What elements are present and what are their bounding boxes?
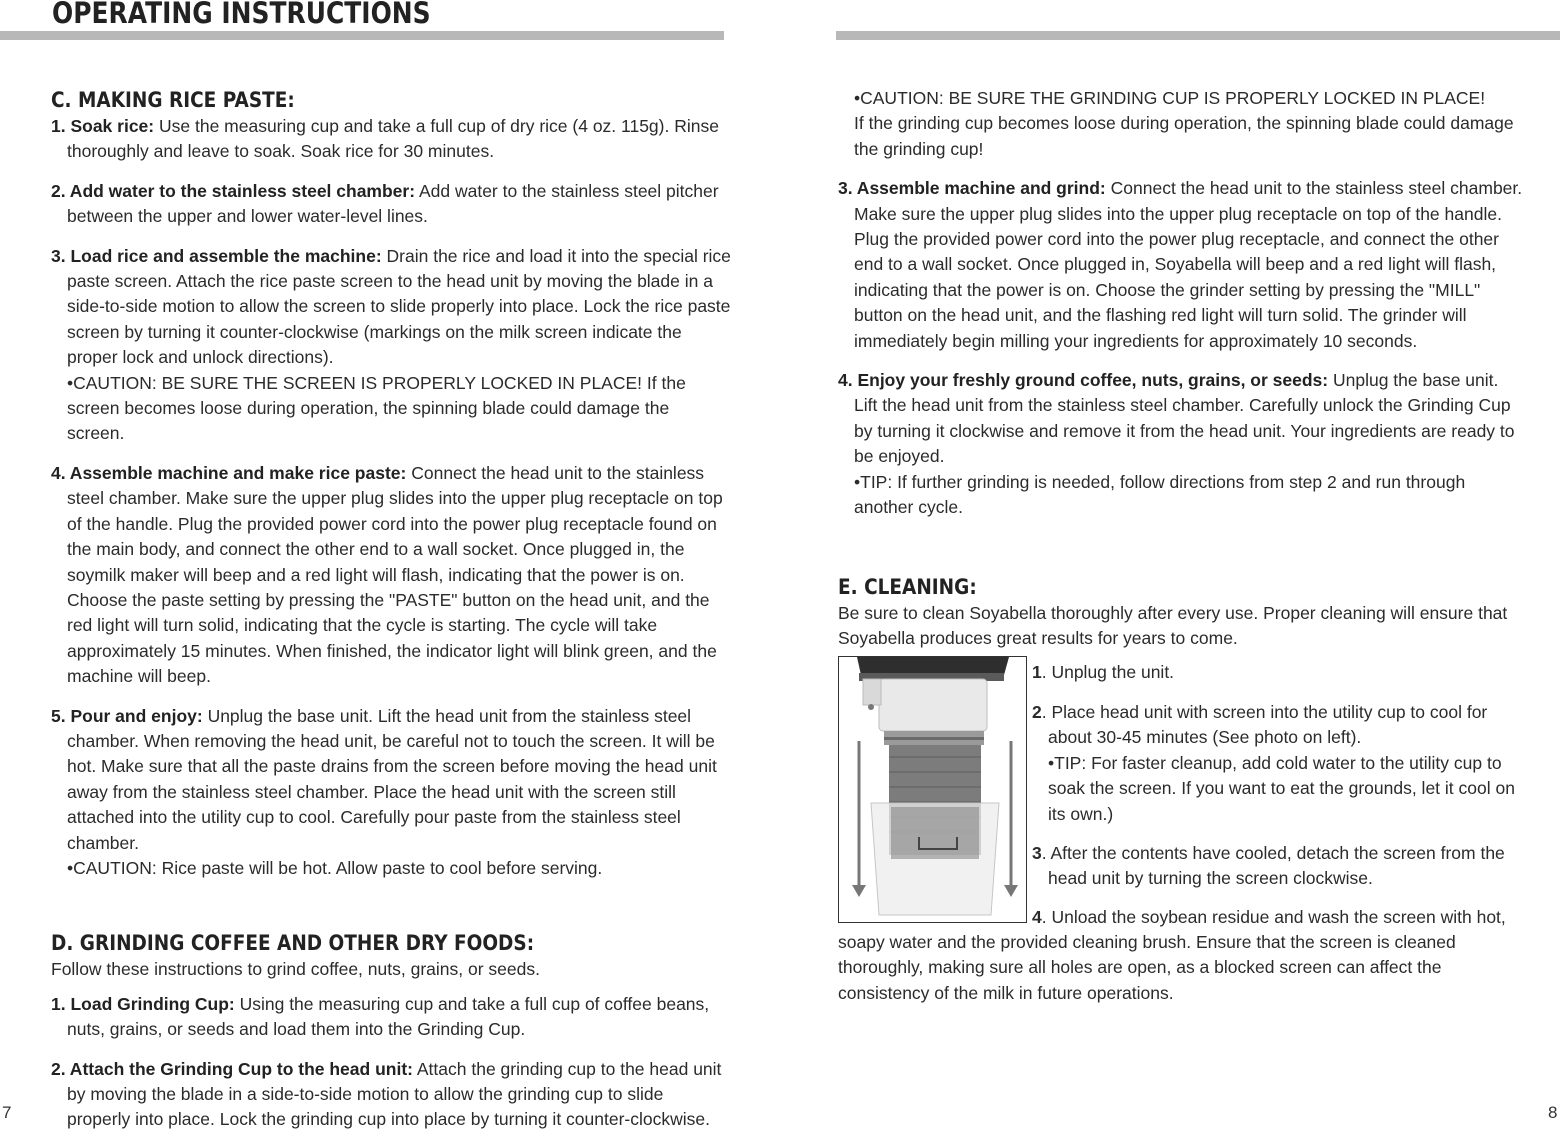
- cleaning-photo: [838, 656, 1027, 923]
- grind-step-2: [51, 1057, 731, 1133]
- caution-line: •CAUTION: BE SURE THE GRINDING CUP IS PROPERLY LOCKED IN PLACE!: [854, 88, 1486, 108]
- section-d-intro: Follow these instructions to grind coffee, nuts, grains, or seeds.: [51, 959, 540, 980]
- step-text: . Unplug the unit.: [1041, 662, 1175, 682]
- page-number-left: 7: [2, 1103, 12, 1122]
- caution-note: •CAUTION: Rice paste will be hot. Allow paste to cool before serving.: [67, 857, 603, 878]
- cleaning-step-4: [1032, 905, 1522, 930]
- step-text: . After the contents have cooled, detach the screen from the head unit by turning the screen clockwise.: [1041, 843, 1505, 889]
- right-column: [838, 86, 1523, 665]
- rice-step-1: [51, 114, 731, 165]
- rice-step-4: [51, 461, 731, 690]
- head-unit-in-cup-illustration: [839, 657, 1026, 922]
- step-text: Connect the head unit to the stainless steel chamber. Make sure the upper plug slides into the upper plug receptacle on top of the handle. Plug the provided power cord into the power plug receptacle found on the main body, and connect the other end to a wall socket. Once plugged in, the soymilk maker will beep and a red light will flash, indicating that the power is on. Choose the paste setting by pressing the "PASTE" button on the head unit, and the red light will turn solid, indicating that the cycle is starting. The cycle will take approximately 15 minutes. When finished, the indicator light will blink green, and the machine will beep.: [67, 462, 723, 687]
- cleaning-step-4-continuation: soapy water and the provided cleaning brush. Ensure that the screen is cleaned thoroughly, making sure all holes are open, as a blocked screen can affect the consistency of the milk in future operations.: [838, 932, 1456, 1003]
- section-e-intro: Be sure to clean Soyabella thoroughly after every use. Proper cleaning will ensure that Soyabella produces great results for years to come.: [838, 602, 1508, 648]
- step-label: 4. Enjoy your freshly ground coffee, nuts, grains, or seeds:: [838, 370, 1329, 391]
- step-text: Connect the head unit to the stainless steel chamber. Make sure the upper plug slides into the upper plug receptacle on top of the handle. Plug the provided power cord into the power plug receptacle, and connect the other end to a wall socket. Once plugged in, Soyabella will beep and a red light will flash, indicating that the power is on. Choose the grinder setting by pressing the "MILL" button on the head unit, and the flashing red light will turn solid. The grinder will immediately begin milling your ingredients for approximately 10 seconds.: [854, 178, 1523, 351]
- step-text: Use the measuring cup and take a full cup of dry rice (4 oz. 115g). Rinse thoroughly and leave to soak. Soak rice for 30 minutes.: [67, 116, 719, 162]
- step-label: 2. Add water to the stainless steel chamber:: [51, 180, 416, 201]
- step-label: 1. Soak rice:: [51, 116, 155, 136]
- rice-step-3: [51, 244, 731, 447]
- step-label: 3. Load rice and assemble the machine:: [51, 245, 382, 266]
- grind-step-3: [838, 176, 1523, 354]
- grind-step-1: [51, 992, 731, 1043]
- step-text: Unplug the base unit. Lift the head unit from the stainless steel chamber. Carefully unlock the Grinding Cup by turning it clockwise and remove it from the head unit. Your ingredients are ready to be enjoyed.: [854, 370, 1515, 467]
- page-number-right: 8: [1548, 1103, 1558, 1122]
- left-column: [51, 86, 731, 1147]
- step-text: Add water to the stainless steel pitcher between the upper and lower water-level lines.: [67, 180, 719, 227]
- section-c-heading: C. MAKING RICE PASTE:: [51, 88, 295, 112]
- grinding-cup-caution: [838, 86, 1523, 162]
- page-title: OPERATING INSTRUCTIONS: [52, 0, 431, 30]
- step-label: 5. Pour and enjoy:: [51, 705, 203, 726]
- cleaning-step-3: [1032, 841, 1522, 892]
- rice-step-2: [51, 179, 731, 230]
- header-rule-right: [836, 31, 1560, 40]
- step-label: 3. Assemble machine and grind:: [838, 178, 1106, 199]
- caution-detail: If the grinding cup becomes loose during operation, the spinning blade could damage the grinding cup!: [854, 113, 1514, 159]
- section-e-heading: E. CLEANING:: [838, 574, 977, 599]
- tip-note: •TIP: For faster cleanup, add cold water to the utility cup to soak the screen. If you want to eat the grounds, let it cool on its own.): [1048, 752, 1515, 824]
- step-text: Attach the grinding cup to the head unit by moving the blade in a side-to-side motion to allow the grinding cup to slide properly into place. Lock the grinding cup into place by turning it counter-clockwise.: [67, 1058, 722, 1130]
- step-number: 2: [1032, 702, 1042, 722]
- cleaning-step-1: [1032, 660, 1522, 685]
- header-rule-left: [0, 31, 724, 40]
- tip-note: •TIP: If further grinding is needed, follow directions from step 2 and run through another cycle.: [854, 471, 1466, 518]
- step-text: Using the measuring cup and take a full cup of coffee beans, nuts, grains, or seeds and load them into the Grinding Cup.: [67, 993, 710, 1040]
- grind-step-4: [838, 368, 1523, 520]
- rice-step-5: [51, 704, 731, 882]
- step-text: Unplug the base unit. Lift the head unit from the stainless steel chamber. When removing the head unit, be careful not to touch the screen. It will be hot. Make sure that all the paste drains from the screen before moving the head unit away from the stainless steel chamber. Place the head unit with the screen still attached into the utility cup to cool. Carefully pour paste from the stainless steel chamber.: [67, 705, 717, 853]
- step-text: Drain the rice and load it into the special rice paste screen. Attach the rice paste screen to the head unit by moving the blade in a side-to-side motion to allow the screen to slide properly into place. Lock the rice paste screen by turning it counter-clockwise (markings on the milk screen indicate the proper lock and unlock directions).: [67, 245, 731, 368]
- section-d-heading: D. GRINDING COFFEE AND OTHER DRY FOODS:: [51, 931, 535, 956]
- cleaning-step-2: [1032, 700, 1522, 827]
- step-label: 2. Attach the Grinding Cup to the head unit:: [51, 1058, 413, 1079]
- step-number: 4: [1032, 907, 1042, 927]
- step-number: 1: [1032, 662, 1042, 682]
- step-text: . Place head unit with screen into the utility cup to cool for about 30-45 minutes (See photo on left).: [1041, 702, 1488, 748]
- caution-note: •CAUTION: BE SURE THE SCREEN IS PROPERLY LOCKED IN PLACE! If the screen becomes loose during operation, the spinning blade could damage the screen.: [67, 372, 686, 444]
- step-text: . Unload the soybean residue and wash the screen with hot,: [1041, 907, 1506, 927]
- step-label: 1. Load Grinding Cup:: [51, 993, 235, 1014]
- step-label: 4. Assemble machine and make rice paste:: [51, 462, 407, 483]
- step-number: 3: [1032, 843, 1042, 863]
